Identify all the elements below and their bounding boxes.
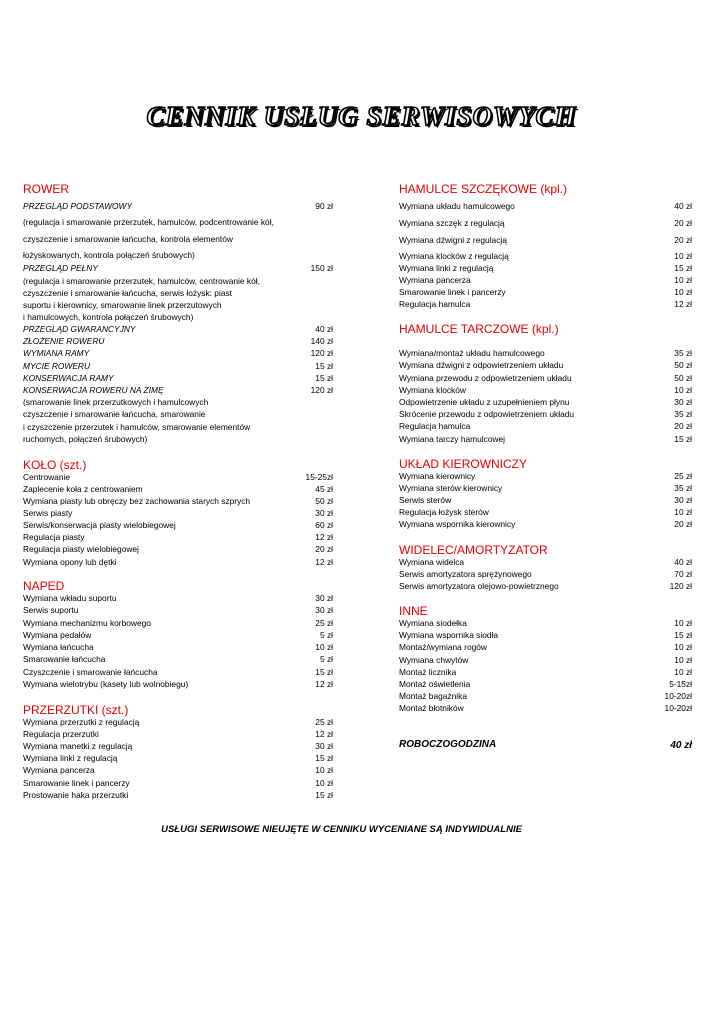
service-label: Wymiana kierownicy: [399, 471, 476, 481]
service-label: Wymiana/montaż układu hamulcowego: [399, 348, 545, 358]
service-label: PRZEGLĄD PEŁNY: [23, 263, 98, 273]
service-price: 15-25zł: [305, 472, 333, 482]
service-label: KONSERWACJA ROWERU NA ZIMĘ: [23, 385, 164, 395]
service-price: 10 zł: [674, 618, 692, 628]
service-note: suportu i kierownicy, smarowanie linek przerzutowych: [23, 300, 222, 310]
service-note: (regulacja i smarowanie przerzutek, hamulców, centrowanie kół,: [23, 276, 260, 286]
service-label: Odpowietrzenie układu z uzupełnieniem płynu: [399, 397, 570, 407]
service-label: Wymiana sterów kierownicy: [399, 483, 503, 493]
service-price: 12 zł: [315, 679, 333, 689]
service-price: 60 zł: [315, 520, 333, 530]
service-price: 15 zł: [674, 434, 692, 444]
service-label: Regulacja piasty: [23, 532, 85, 542]
roboczogodzina-price: 40 zł: [670, 740, 692, 751]
service-price: 15 zł: [315, 361, 333, 371]
service-label: Wymiana dźwigni z regulacją: [399, 235, 507, 245]
service-price: 10 zł: [674, 642, 692, 652]
service-label: Wymiana dźwigni z odpowietrzeniem układu: [399, 360, 564, 370]
service-price: 10 zł: [315, 778, 333, 788]
service-price: 120 zł: [669, 581, 692, 591]
service-note: (smarowanie linek przerzutkowych i hamulcowych: [23, 397, 209, 407]
section-heading-uklad-kierowniczy: UKŁAD KIEROWNICZY: [399, 457, 528, 471]
service-price: 120 zł: [310, 385, 333, 395]
service-price: 30 zł: [315, 508, 333, 518]
service-label: Prostowanie haka przerzutki: [23, 790, 129, 800]
service-label: Wymiana pedałów: [23, 630, 92, 640]
service-label: Wymiana piasty lub obręczy bez zachowania starych szprych: [23, 496, 251, 506]
service-label: Montaż oświetlenia: [399, 679, 471, 689]
service-price: 30 zł: [674, 397, 692, 407]
service-label: Regulacja łożysk sterów: [399, 507, 489, 517]
service-price: 35 zł: [674, 483, 692, 493]
service-price: 90 zł: [315, 201, 333, 211]
service-price: 10 zł: [674, 251, 692, 261]
service-price: 40 zł: [674, 557, 692, 567]
service-label: Wymiana przerzutki z regulacją: [23, 717, 140, 727]
service-price: 10 zł: [674, 275, 692, 285]
service-price: 50 zł: [674, 360, 692, 370]
service-label: Wymiana wspornika kierownicy: [399, 519, 516, 529]
service-price: 35 zł: [674, 409, 692, 419]
service-label: Wymiana widelca: [399, 557, 465, 567]
service-price: 15 zł: [315, 373, 333, 383]
service-label: Montaż bagażnika: [399, 691, 467, 701]
section-heading-hamulce-tarczowe: HAMULCE TARCZOWE (kpl.): [399, 322, 559, 336]
service-label: Smarowanie linek i pancerzy: [399, 287, 506, 297]
page-title: CENNIK USŁUG SERWISOWYCH: [146, 101, 577, 131]
service-price: 10 zł: [674, 507, 692, 517]
service-note: czyszczenie i smarowanie łańcucha, smarowanie: [23, 409, 206, 419]
service-note: ruchomych, połączeń śrubowych): [23, 434, 148, 444]
service-label: Serwis/konserwacja piasty wielobiegowej: [23, 520, 176, 530]
service-label: Wymiana wielotrybu (kasety lub wolnobiegu): [23, 679, 189, 689]
service-label: Wymiana pancerza: [399, 275, 471, 285]
service-price: 15 zł: [674, 263, 692, 273]
service-price: 45 zł: [315, 484, 333, 494]
section-heading-inne: INNE: [399, 604, 428, 618]
service-price: 10 zł: [674, 287, 692, 297]
service-label: Wymiana linki z regulacją: [399, 263, 494, 273]
service-label: Wymiana chwytów: [399, 655, 469, 665]
service-price: 150 zł: [310, 263, 333, 273]
section-heading-rower: ROWER: [23, 182, 69, 196]
roboczogodzina-label: ROBOCZOGODZINA: [399, 739, 497, 750]
service-price: 10 zł: [674, 667, 692, 677]
service-price: 25 zł: [674, 471, 692, 481]
service-label: MYCIE ROWERU: [23, 361, 90, 371]
service-price: 10 zł: [674, 655, 692, 665]
service-price: 120 zł: [310, 348, 333, 358]
section-heading-przerzutki: PRZERZUTKI (szt.): [23, 703, 129, 717]
footer-note: USŁUGI SERWISOWE NIEUJĘTE W CENNIKU WYCENIANE SĄ INDYWIDUALNIE: [161, 824, 522, 835]
service-label: Skrócenie przewodu z odpowietrzeniem układu: [399, 409, 575, 419]
service-price: 50 zł: [315, 496, 333, 506]
service-label: Serwis suportu: [23, 605, 79, 615]
service-price: 5 zł: [319, 630, 333, 640]
service-label: Wymiana przewodu z odpowietrzeniem układu: [399, 373, 572, 383]
service-price: 10-20zł: [664, 703, 692, 713]
service-note: czyszczenie i smarowanie łańcucha, kontrola elementów: [23, 234, 233, 244]
service-price: 40 zł: [315, 324, 333, 334]
service-price: 20 zł: [315, 544, 333, 554]
service-price: 30 zł: [674, 495, 692, 505]
service-label: Wymiana siodełka: [399, 618, 467, 628]
service-label: Zaplecenie koła z centrowaniem: [23, 484, 143, 494]
service-price: 70 zł: [674, 569, 692, 579]
service-label: Wymiana klocków z regulacją: [399, 251, 509, 261]
service-label: Wymiana wspornika siodła: [399, 630, 499, 640]
service-label: Serwis amortyzatora sprężynowego: [399, 569, 532, 579]
service-price: 30 zł: [315, 741, 333, 751]
service-label: Serwis amortyzatora olejowo-powietrznego: [399, 581, 559, 591]
service-label: Czyszczenie i smarowanie łańcucha: [23, 667, 158, 677]
service-label: PRZEGLĄD GWARANCYJNY: [23, 324, 136, 334]
service-price: 5 zł: [319, 654, 333, 664]
service-price: 20 zł: [674, 519, 692, 529]
service-label: Wymiana opony lub dętki: [23, 557, 117, 567]
service-label: Wymiana manetki z regulacją: [23, 741, 133, 751]
service-price: 10 zł: [674, 385, 692, 395]
service-label: Wymiana łańcucha: [23, 642, 94, 652]
service-price: 10 zł: [315, 765, 333, 775]
service-label: Montaż/wymiana rogów: [399, 642, 487, 652]
service-label: Wymiana wkładu suportu: [23, 593, 117, 603]
service-price: 10-20zł: [664, 691, 692, 701]
section-heading-kolo: KOŁO (szt.): [23, 458, 87, 472]
service-price: 15 zł: [315, 790, 333, 800]
service-label: Wymiana szczęk z regulacją: [399, 218, 505, 228]
service-label: Wymiana mechanizmu korbowego: [23, 618, 151, 628]
service-price: 15 zł: [315, 667, 333, 677]
service-price: 50 zł: [674, 373, 692, 383]
service-price: 10 zł: [315, 642, 333, 652]
service-note: czyszczenie i smarowanie łańcucha, serwis łożysk: piast: [23, 288, 232, 298]
service-price: 12 zł: [315, 532, 333, 542]
service-label: Wymiana tarczy hamulcowej: [399, 434, 506, 444]
service-label: Serwis piasty: [23, 508, 73, 518]
service-label: Wymiana pancerza: [23, 765, 95, 775]
service-label: Smarowanie linek i pancerzy: [23, 778, 130, 788]
section-heading-widelec: WIDELEC/AMORTYZATOR: [399, 543, 548, 557]
service-label: Wymiana klocków: [399, 385, 466, 395]
service-note: i hamulcowych, kontrola połączeń śrubowych): [23, 312, 194, 322]
service-price: 15 zł: [674, 630, 692, 640]
service-price: 5-15zł: [669, 679, 692, 689]
service-price: 30 zł: [315, 605, 333, 615]
service-label: Regulacja hamulca: [399, 421, 471, 431]
service-price: 15 zł: [315, 753, 333, 763]
service-label: Wymiana układu hamulcowego: [399, 201, 515, 211]
service-label: Centrowanie: [23, 472, 71, 482]
service-price: 20 zł: [674, 421, 692, 431]
service-label: ZŁOŻENIE ROWERU: [23, 336, 105, 346]
service-price: 20 zł: [674, 218, 692, 228]
service-label: Regulacja przerzutki: [23, 729, 99, 739]
service-label: Wymiana linki z regulacją: [23, 753, 118, 763]
service-price: 12 zł: [674, 299, 692, 309]
service-price: 140 zł: [310, 336, 333, 346]
service-label: Montaż licznika: [399, 667, 457, 677]
service-label: KONSERWACJA RAMY: [23, 373, 114, 383]
section-heading-hamulce-szczekowe: HAMULCE SZCZĘKOWE (kpl.): [399, 182, 568, 196]
service-price: 20 zł: [674, 235, 692, 245]
service-note: łożyskowanych, kontrola połączeń śrubowych): [23, 250, 195, 260]
service-label: Regulacja hamulca: [399, 299, 471, 309]
section-heading-naped: NAPED: [23, 579, 65, 593]
service-price: 25 zł: [315, 618, 333, 628]
service-note: (regulacja i smarowanie przerzutek, hamulców, podcentrowanie kół,: [23, 217, 274, 227]
service-price: 40 zł: [674, 201, 692, 211]
service-price: 30 zł: [315, 593, 333, 603]
service-label: WYMIANA RAMY: [23, 348, 90, 358]
service-price: 12 zł: [315, 557, 333, 567]
service-label: PRZEGLĄD PODSTAWOWY: [23, 201, 133, 211]
service-price: 25 zł: [315, 717, 333, 727]
service-label: Serwis sterów: [399, 495, 452, 505]
service-label: Montaż błotników: [399, 703, 464, 713]
service-label: Regulacja piasty wielobiegowej: [23, 544, 139, 554]
service-price: 35 zł: [674, 348, 692, 358]
service-price: 12 zł: [315, 729, 333, 739]
service-note: i czyszczenie przerzutek i hamulców, smarowanie elementów: [23, 422, 251, 432]
service-label: Smarowanie łańcucha: [23, 654, 106, 664]
